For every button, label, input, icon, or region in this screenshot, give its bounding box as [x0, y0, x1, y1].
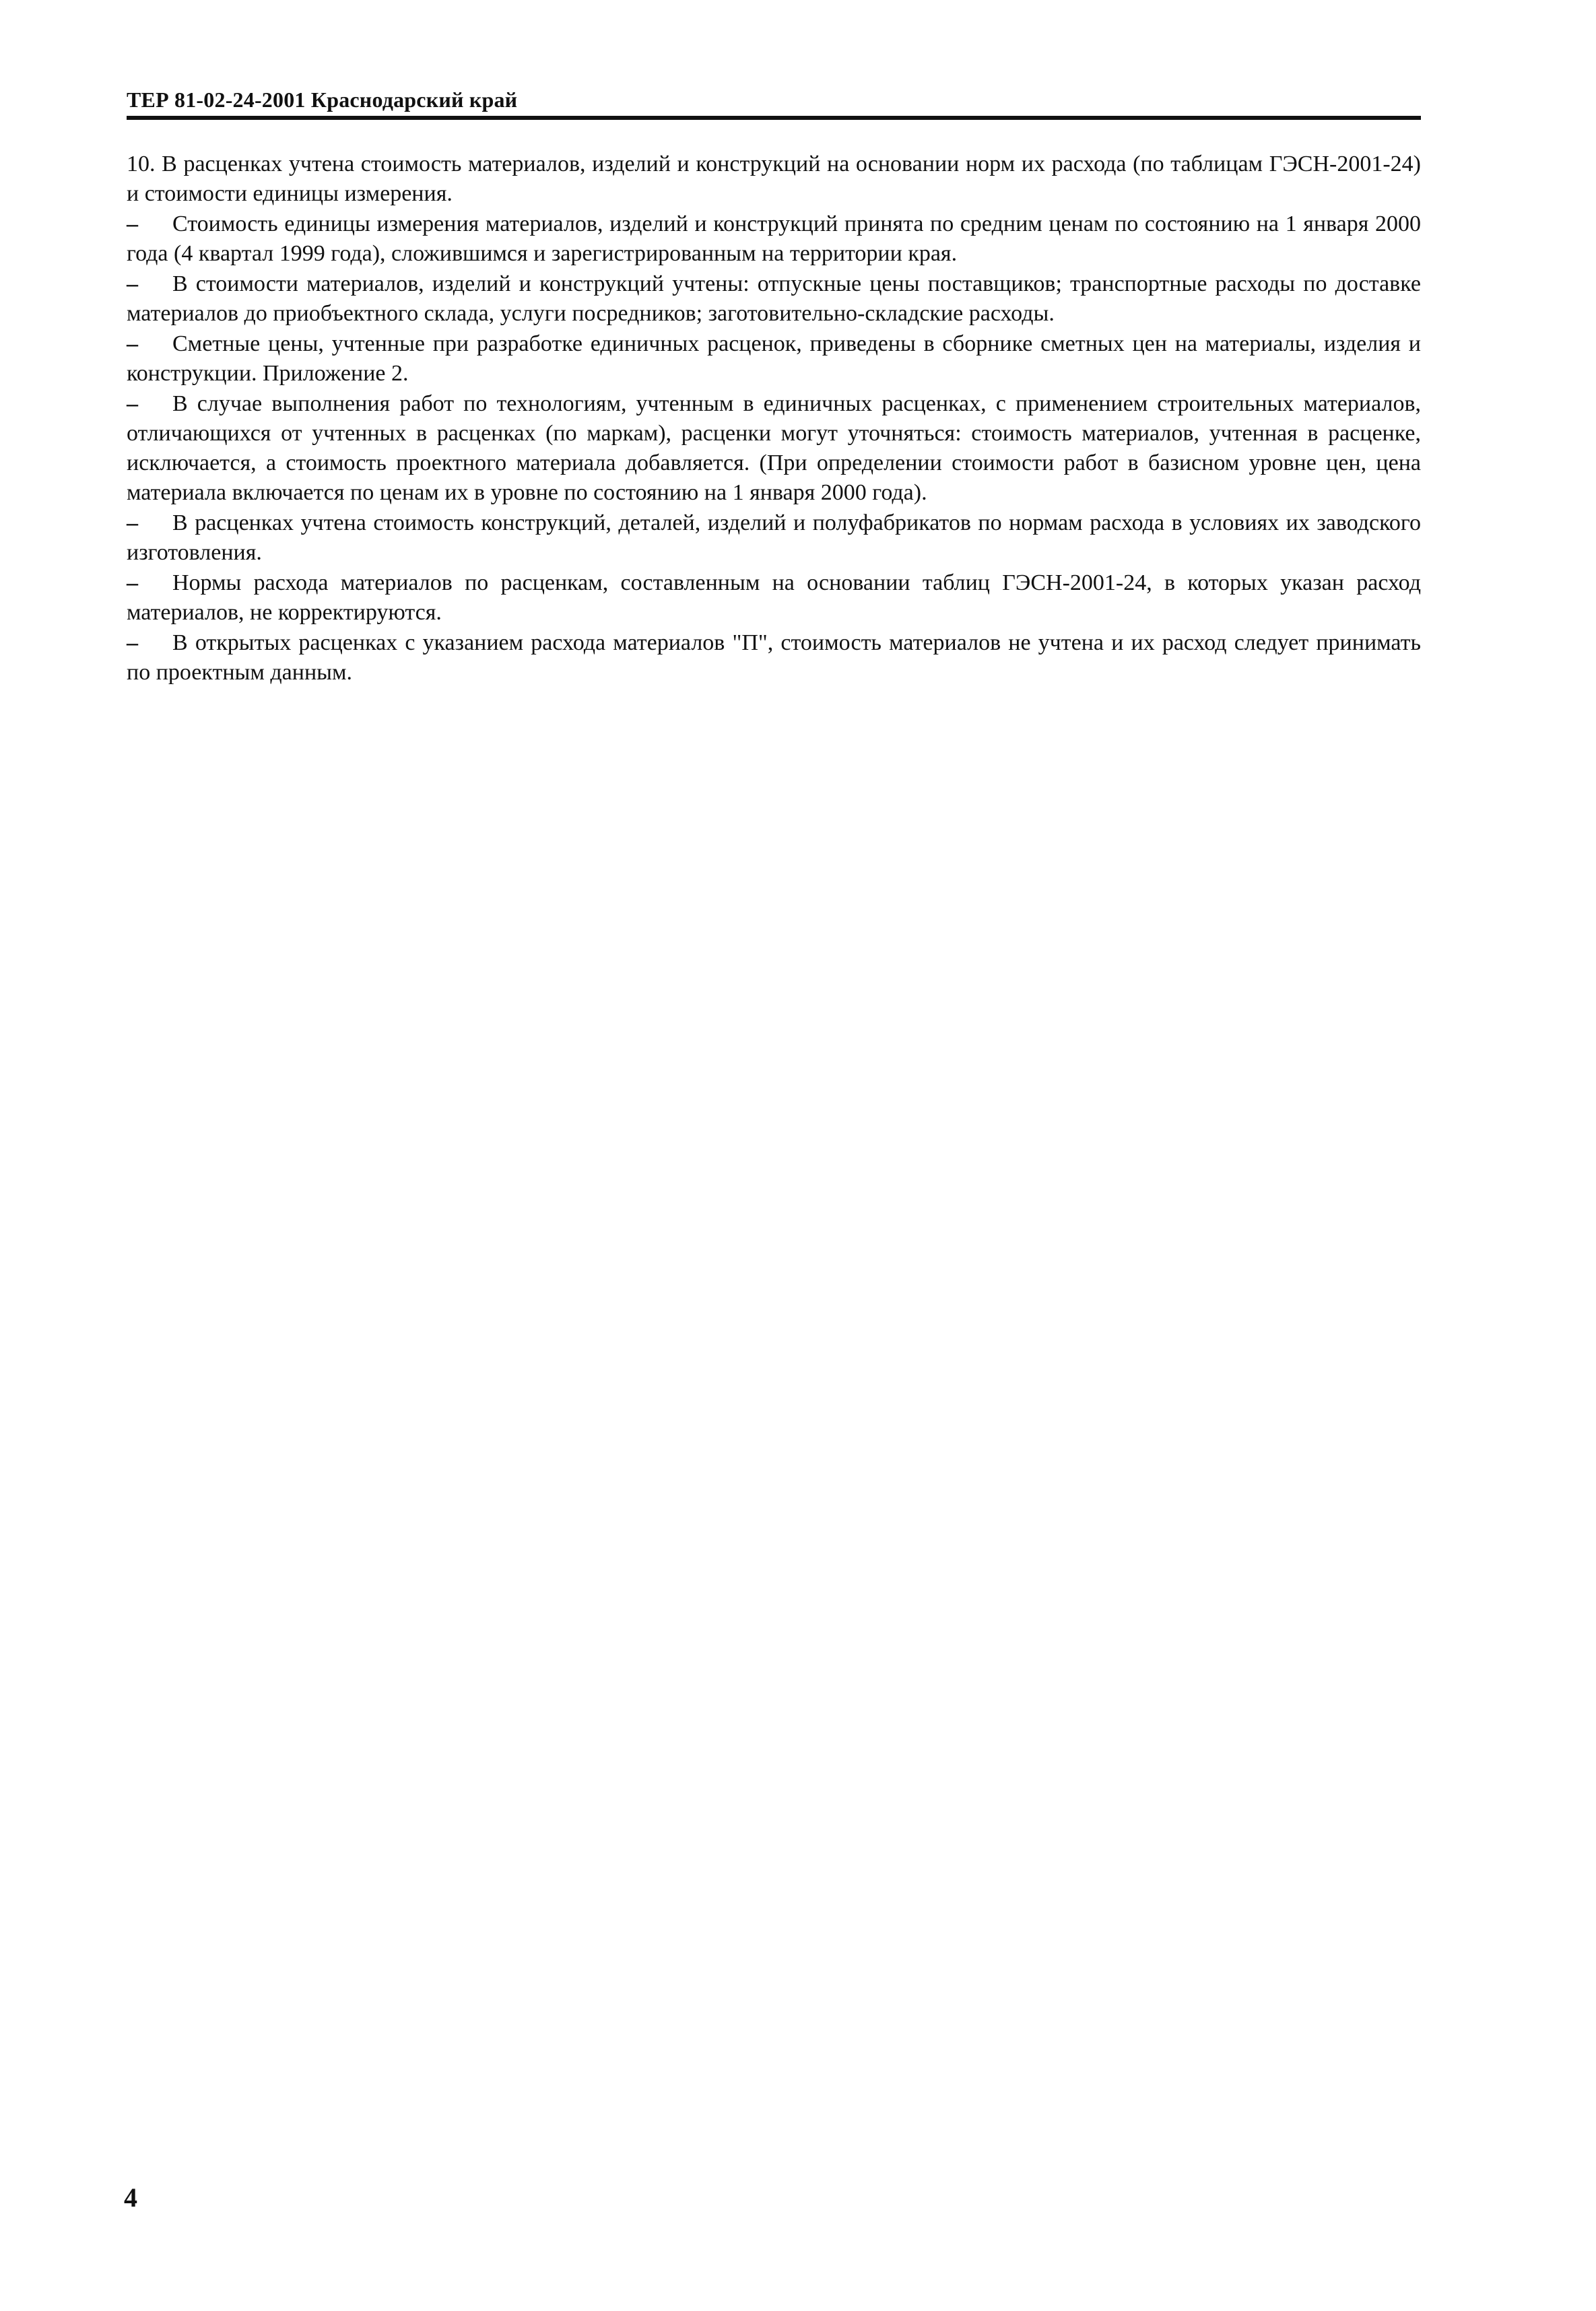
dash-marker: – — [127, 271, 138, 296]
page-header — [127, 86, 1421, 113]
dash-marker: – — [127, 630, 138, 655]
paragraph-text: В открытых расценках с указанием расхода материалов "П", стоимость материалов не учтена и их расход следует принимать по проектным данным. — [127, 630, 1421, 685]
document-title: ТЕР 81-02-24-2001 Краснодарский край — [127, 88, 518, 112]
list-item — [127, 508, 1421, 568]
list-item — [127, 209, 1421, 269]
dash-marker: – — [127, 211, 138, 236]
dash-marker: – — [127, 331, 138, 356]
list-item — [127, 389, 1421, 508]
paragraph-text: В расценках учтена стоимость конструкций, деталей, изделий и полуфабрикатов по нормам расхода в условиях их заводского изготовления. — [127, 510, 1421, 565]
paragraph-text: 10. В расценках учтена стоимость материалов, изделий и конструкций на основании норм их расхода (по таблицам ГЭСН-2001-24) и стоимости единицы измерения. — [127, 152, 1421, 206]
list-item — [127, 568, 1421, 628]
list-item — [127, 269, 1421, 329]
dash-marker: – — [127, 570, 138, 595]
paragraph-text: Нормы расхода материалов по расценкам, составленным на основании таблиц ГЭСН-2001-24, в которых указан расход материалов, не корректируются. — [127, 570, 1421, 625]
dash-marker: – — [127, 510, 138, 535]
paragraph-text: В случае выполнения работ по технологиям, учтенным в единичных расценках, с применением строительных материалов, отличающихся от учтенных в расценках (по маркам), расценки могут уточняться: стоимость материалов, учтенная в расценке, исключается, а стоимость проектного материала добавляется. (При определении стоимости работ в базисном уровне цен, цена материала включается по ценам их в уровне по состоянию на 1 января 2000 года). — [127, 391, 1421, 505]
document-body — [127, 149, 1421, 688]
list-item — [127, 628, 1421, 688]
dash-marker: – — [127, 391, 138, 416]
page-number: 4 — [124, 2182, 137, 2213]
header-divider — [127, 116, 1421, 120]
paragraph-text: В стоимости материалов, изделий и конструкций учтены: отпускные цены поставщиков; транспортные расходы по доставке материалов до приобъектного склада, услуги посредников; заготовительно-складские расходы. — [127, 271, 1421, 326]
paragraph-10 — [127, 149, 1421, 209]
list-item — [127, 329, 1421, 389]
paragraph-text: Стоимость единицы измерения материалов, изделий и конструкций принята по средним ценам по состоянию на 1 января 2000 года (4 квартал 1999 года), сложившимся и зарегистрированным на территории края. — [127, 211, 1421, 266]
paragraph-text: Сметные цены, учтенные при разработке единичных расценок, приведены в сборнике сметных цен на материалы, изделия и конструкции. Приложение 2. — [127, 331, 1421, 386]
